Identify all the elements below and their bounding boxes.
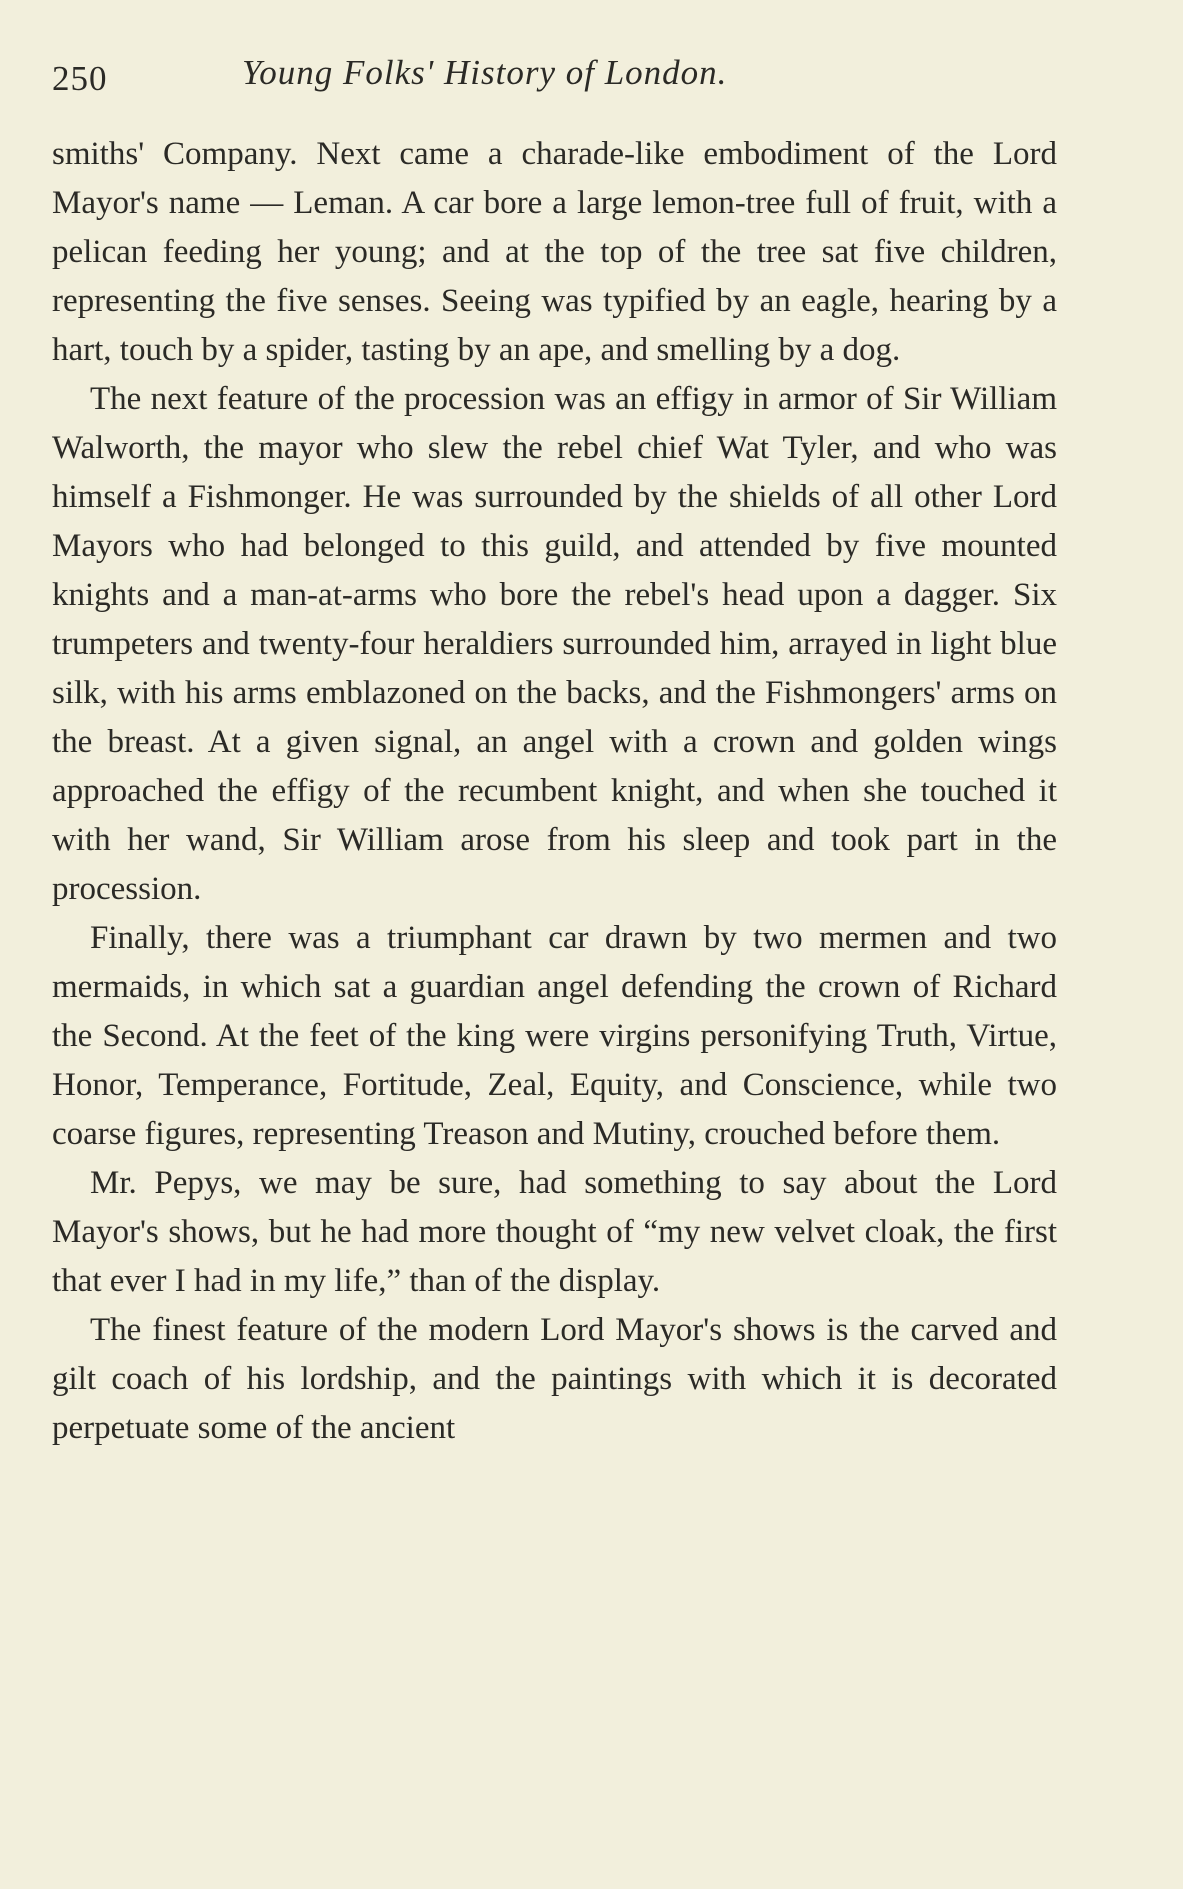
paragraph: Mr. Pepys, we may be sure, had something to say about the Lord Mayor's shows, but he had more thought of “my new velvet cloak, the first that ever I had in my life,” than of the display. (52, 1165, 1057, 1299)
paragraph: Finally, there was a triumphant car drawn by two mermen and two mermaids, in which sat a guardian angel defending the crown of Richard the Second. At the feet of the king were virgins personifying Truth, Virtue, Honor, Temperance, Fortitude, Zeal, Equity, and Conscience, while two coarse figures, representing Treason and Mutiny, crouched before them. (52, 920, 1057, 1152)
paragraph: The next feature of the procession was an effigy in armor of Sir William Walworth, the mayor who slew the rebel chief Wat Tyler, and who was himself a Fishmonger. He was surrounded by the shields of all other Lord Mayors who had belonged to this guild, and attended by five mounted knights and a man-at-arms who bore the rebel's head upon a dagger. Six trumpeters and twenty-four heraldiers surrounded him, arrayed in light blue silk, with his arms emblazoned on the backs, and the Fishmongers' arms on the breast. At a given signal, an angel with a crown and golden wings approached the effigy of the recumbent knight, and when she touched it with her wand, Sir William arose from his sleep and took part in the procession. (52, 381, 1057, 907)
page-number: 250 (52, 59, 108, 98)
running-title: Young Folks' History of London. (242, 53, 728, 92)
paragraph: The finest feature of the modern Lord Mayor's shows is the carved and gilt coach of his lordship, and the paintings with which it is decorated perpetuate some of the ancient (52, 1312, 1057, 1446)
running-head (52, 38, 1057, 108)
body-text (52, 130, 1057, 1453)
paragraph: smiths' Company. Next came a charade-like embodiment of the Lord Mayor's name — Leman. A car bore a large lemon-tree full of fruit, with a pelican feeding her young; and at the top of the tree sat five children, representing the five senses. Seeing was typified by an eagle, hearing by a hart, touch by a spider, tasting by an ape, and smelling by a dog. (52, 136, 1057, 368)
